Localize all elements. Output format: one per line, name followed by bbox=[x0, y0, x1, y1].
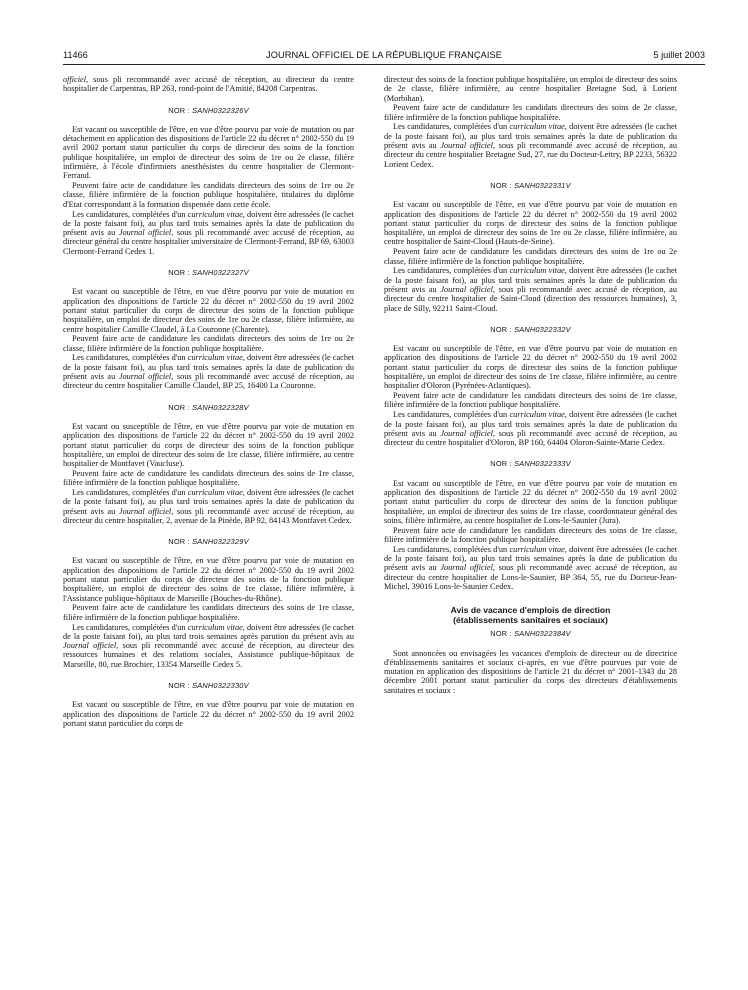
paragraph: Peuvent faire acte de candidature les candidats directeurs des soins de 1re classe, filière infirmière de la fonction publique hospitalière. bbox=[384, 525, 677, 544]
paragraph: Sont annoncées ou envisagées les vacances d'emplois de directeur ou de directrice d'établissements sanitaires et sociaux ci-après, en vue d'être pourvues par voie de mutation en application des dispositions de l'article 21 du décret n° 2001-1343 du 28 décembre 2001 portant statut particulier du corps des directeurs d'établissements sanitaires et sociaux : bbox=[384, 648, 677, 695]
nor-reference: NOR : SANH0322331V bbox=[490, 180, 571, 190]
paragraph: Les candidatures, complétées d'un curriculum vitae, doivent être adressées (le cachet de la poste faisant foi), au plus tard trois semaines après la date de publication du présent avis au Journal officiel, sous pli recommandé avec accusé de réception, au directeur du centre hospitalier Camille Claudel, BP 25, 16400 La Couronne. bbox=[63, 353, 354, 391]
nor-reference: NOR : SANH0322333V bbox=[490, 459, 571, 469]
paragraph: Les candidatures, complétées d'un curriculum vitae, doivent être adressées (le cachet de la poste faisant foi), au plus tard trois semaines après la date de publication du présent avis au Journal officiel, sous pli recommandé avec accusé de réception, au directeur du centre hospitalier d'Oloron, BP 160, 64404 Oloron-Sainte-Marie Cedex. bbox=[384, 410, 677, 448]
paragraph: Les candidatures, complétées d'un curriculum vitae, doivent être adressées (le cachet de la poste faisant foi), au plus tard trois semaines après parution du présent avis au Journal officiel, sous pli recommandé avec accusé de réception, au directeur des ressources humaines et des relations sociales, Assistance publique-hôpitaux de Marseille, 80, rue Brochier, 13354 Marseille Cedex 5. bbox=[63, 622, 354, 669]
paragraph: Est vacant ou susceptible de l'être, en vue d'être pourvu par voie de mutation en application des dispositions de l'article 22 du décret n° 2002-550 du 19 avril 2002 portant statut particulier du corps de bbox=[63, 700, 354, 728]
section-subtitle: (établissements sanitaires et sociaux) bbox=[453, 615, 608, 626]
nor-reference: NOR : SANH0322327V bbox=[168, 268, 249, 278]
paragraph: Est vacant ou susceptible de l'être, en vue d'être pourvu par voie de mutation en application des dispositions de l'article 22 du décret n° 2002-550 du 19 avril 2002 portant statut particulier du corps de directeur des soins de la fonction publique hospitalière, un emploi de directeur des soins de 1re classe, filière infirmière, au centre hospitalier de Montfavet (Vaucluse). bbox=[63, 421, 354, 469]
paragraph: Peuvent faire acte de candidature les candidats directeurs des soins de 1re classe, filière infirmière de la fonction publique hospitalière. bbox=[63, 468, 354, 488]
paragraph: Peuvent faire acte de candidature les candidats directeurs des soins de 1re classe, filière infirmière de la fonction publique hospitalière. bbox=[384, 391, 677, 410]
paragraph: Est vacant ou susceptible de l'être, en vue d'être pourvu par voie de mutation ou par détachement en application des dispositions de l'article 22 du décret n° 2002-550 du 19 avril 2002 portant statut particulier du corps de directeur des soins de la fonction publique hospitalière, un emploi de directeur des soins de 1re ou 2e classe, filière infirmière, à l'école d'infirmiers anesthésistes du centre hospitalier de Clermont-Ferrand. bbox=[63, 124, 354, 181]
nor-reference: NOR : SANH0322329V bbox=[168, 537, 249, 547]
paragraph: Les candidatures, complétées d'un curriculum vitae, doivent être adressées (le cachet de la poste faisant foi), au plus tard trois semaines après la date de publication du présent avis au Journal officiel, sous pli recommandé avec accusé de réception, au directeur du centre hospitalier, 2, avenue de la Pinède, BP 92, 84143 Montfavet Cedex. bbox=[63, 487, 354, 525]
right-column bbox=[384, 75, 677, 695]
paragraph: Est vacant ou susceptible de l'être, en vue d'être pourvu par voie de mutation en application des dispositions de l'article 22 du décret n° 2002-550 du 19 avril 2002 portant statut particulier du corps de directeur des soins de la fonction publique hospitalière, un emploi de directeur des soins de 1re ou 2e classe, filière infirmière, au centre hospitalier de Saint-Cloud (Hauts-de-Seine). bbox=[384, 200, 677, 247]
page-header bbox=[63, 50, 705, 64]
nor-reference: NOR : SANH0322384V bbox=[490, 629, 571, 639]
paragraph: Les candidatures, complétées d'un curriculum vitae, doivent être adressées (le cachet de la poste faisant foi), au plus tard trois semaines après la date de publication du présent avis au Journal officiel, sous pli recommandé avec accusé de réception, au directeur général du centre hospitalier universitaire de Clermont-Ferrand, BP 69, 63003 Clermont-Ferrand Cedex 1. bbox=[63, 209, 354, 256]
nor-reference: NOR : SANH0322332V bbox=[490, 324, 571, 334]
left-column bbox=[63, 75, 354, 728]
paragraph: Est vacant ou susceptible de l'être, en vue d'être pourvu par voie de mutation en application des dispositions de l'article 22 du décret n° 2002-550 du 19 avril 2002 portant statut particulier du corps de directeur des soins de la fonction publique hospitalière, un emploi de directeur des soins de 1re classe, filière infirmière, au centre hospitalier d'Oloron (Pyrénées-Atlantiques). bbox=[384, 344, 677, 391]
paragraph: Est vacant ou susceptible de l'être, en vue d'être pourvu par voie de mutation en application des dispositions de l'article 22 du décret n° 2002-550 du 19 avril 2002 portant statut particulier du corps de directeur des soins de la fonction publique hospitalière, un emploi de directeur des soins de 1re classe, filière infirmière, à l'Assistance publique-hôpitaux de Marseille (Bouches-du-Rhône). bbox=[63, 556, 354, 603]
nor-reference: NOR : SANH0322330V bbox=[168, 681, 249, 691]
paragraph: officiel, sous pli recommandé avec accusé de réception, au directeur du centre hospitalier de Carpentras, BP 263, rond-point de l'Amitié, 84208 Carpentras. bbox=[63, 75, 354, 94]
paragraph: Est vacant ou susceptible de l'être, en vue d'être pourvu par voie de mutation en application des dispositions de l'article 22 du décret n° 2002-550 du 19 avril 2002 portant statut particulier du corps de directeur des soins de la fonction publique hospitalière, un emploi de directeur des soins de 1re classe, coordonnateur général des soins, filière infirmière, au centre hospitalier de Lons-le-Saunier (Jura). bbox=[384, 478, 677, 525]
paragraph: Peuvent faire acte de candidature les candidats directeurs des soins de 1re ou 2e classe, filière infirmière de la fonction publique hospitalière. bbox=[63, 334, 354, 353]
issue-date: 5 juillet 2003 bbox=[653, 50, 705, 60]
nor-reference: NOR : SANH0322326V bbox=[168, 105, 249, 115]
page-number: 11466 bbox=[63, 50, 88, 60]
paragraph: Peuvent faire acte de candidature les candidats directeurs des soins de 2e classe, filière infirmière de la fonction publique hospitalière. bbox=[384, 103, 677, 122]
paragraph: Est vacant ou susceptible de l'être, en vue d'être pourvu par voie de mutation en application des dispositions de l'article 22 du décret n° 2002-550 du 19 avril 2002 portant statut particulier du corps de directeur des soins de la fonction publique hospitalière, un emploi de directeur des soins de 1re ou 2e classe, filière infirmière, au centre hospitalier Camille Claudel, à La Couronne (Charente). bbox=[63, 287, 354, 334]
header-rule bbox=[63, 64, 705, 65]
paragraph: Les candidatures, complétées d'un curriculum vitae, doivent être adressées (le cachet de la poste faisant foi), au plus tard trois semaines après la date de publication du présent avis au Journal officiel, sous pli recommandé avec accusé de réception, au directeur du centre hospitalier Bretagne Sud, 27, rue du Docteur-Lettry, BP 2233, 56322 Lorient Cedex. bbox=[384, 122, 677, 169]
paragraph: directeur des soins de la fonction publique hospitalière, un emploi de directeur des soins de 2e classe, filière infirmière, au centre hospitalier Bretagne Sud, à Lorient (Morbihan). bbox=[384, 75, 677, 103]
paragraph: Les candidatures, complétées d'un curriculum vitae, doivent être adressées (le cachet de la poste faisant foi), au plus tard trois semaines après la date de publication du présent avis au Journal officiel, sous pli recommandé avec accusé de réception, au directeur du centre hospitalier de Lons-le-Saunier, BP 364, 55, rue du Docteur-Jean-Michel, 39016 Lons-le-Saunier Cedex. bbox=[384, 544, 677, 591]
section-title: Avis de vacance d'emplois de direction bbox=[450, 605, 611, 616]
paragraph: Les candidatures, complétées d'un curriculum vitae, doivent être adressées (le cachet de la poste faisant foi), au plus tard trois semaines après la date de publication du présent avis au Journal officiel, sous pli recommandé avec accusé de réception, au directeur du centre hospitalier de Saint-Cloud (direction des ressources humaines), 3, place de Silly, 92211 Saint-Cloud. bbox=[384, 266, 677, 313]
nor-reference: NOR : SANH0322328V bbox=[168, 402, 249, 412]
journal-title: JOURNAL OFFICIEL DE LA RÉPUBLIQUE FRANÇAISE bbox=[266, 50, 502, 60]
paragraph: Peuvent faire acte de candidature les candidats directeurs des soins de 1re ou 2e classe, filière infirmière de la fonction publique hospitalière, titulaires du diplôme d'Etat correspondant à la formation dispensée dans cette école. bbox=[63, 181, 354, 209]
paragraph: Peuvent faire acte de candidature les candidats directeurs des soins de 1re ou 2e classe, filière infirmière de la fonction publique hospitalière. bbox=[384, 247, 677, 266]
paragraph: Peuvent faire acte de candidature les candidats directeurs des soins de 1re classe, filière infirmière de la fonction publique hospitalière. bbox=[63, 603, 354, 622]
